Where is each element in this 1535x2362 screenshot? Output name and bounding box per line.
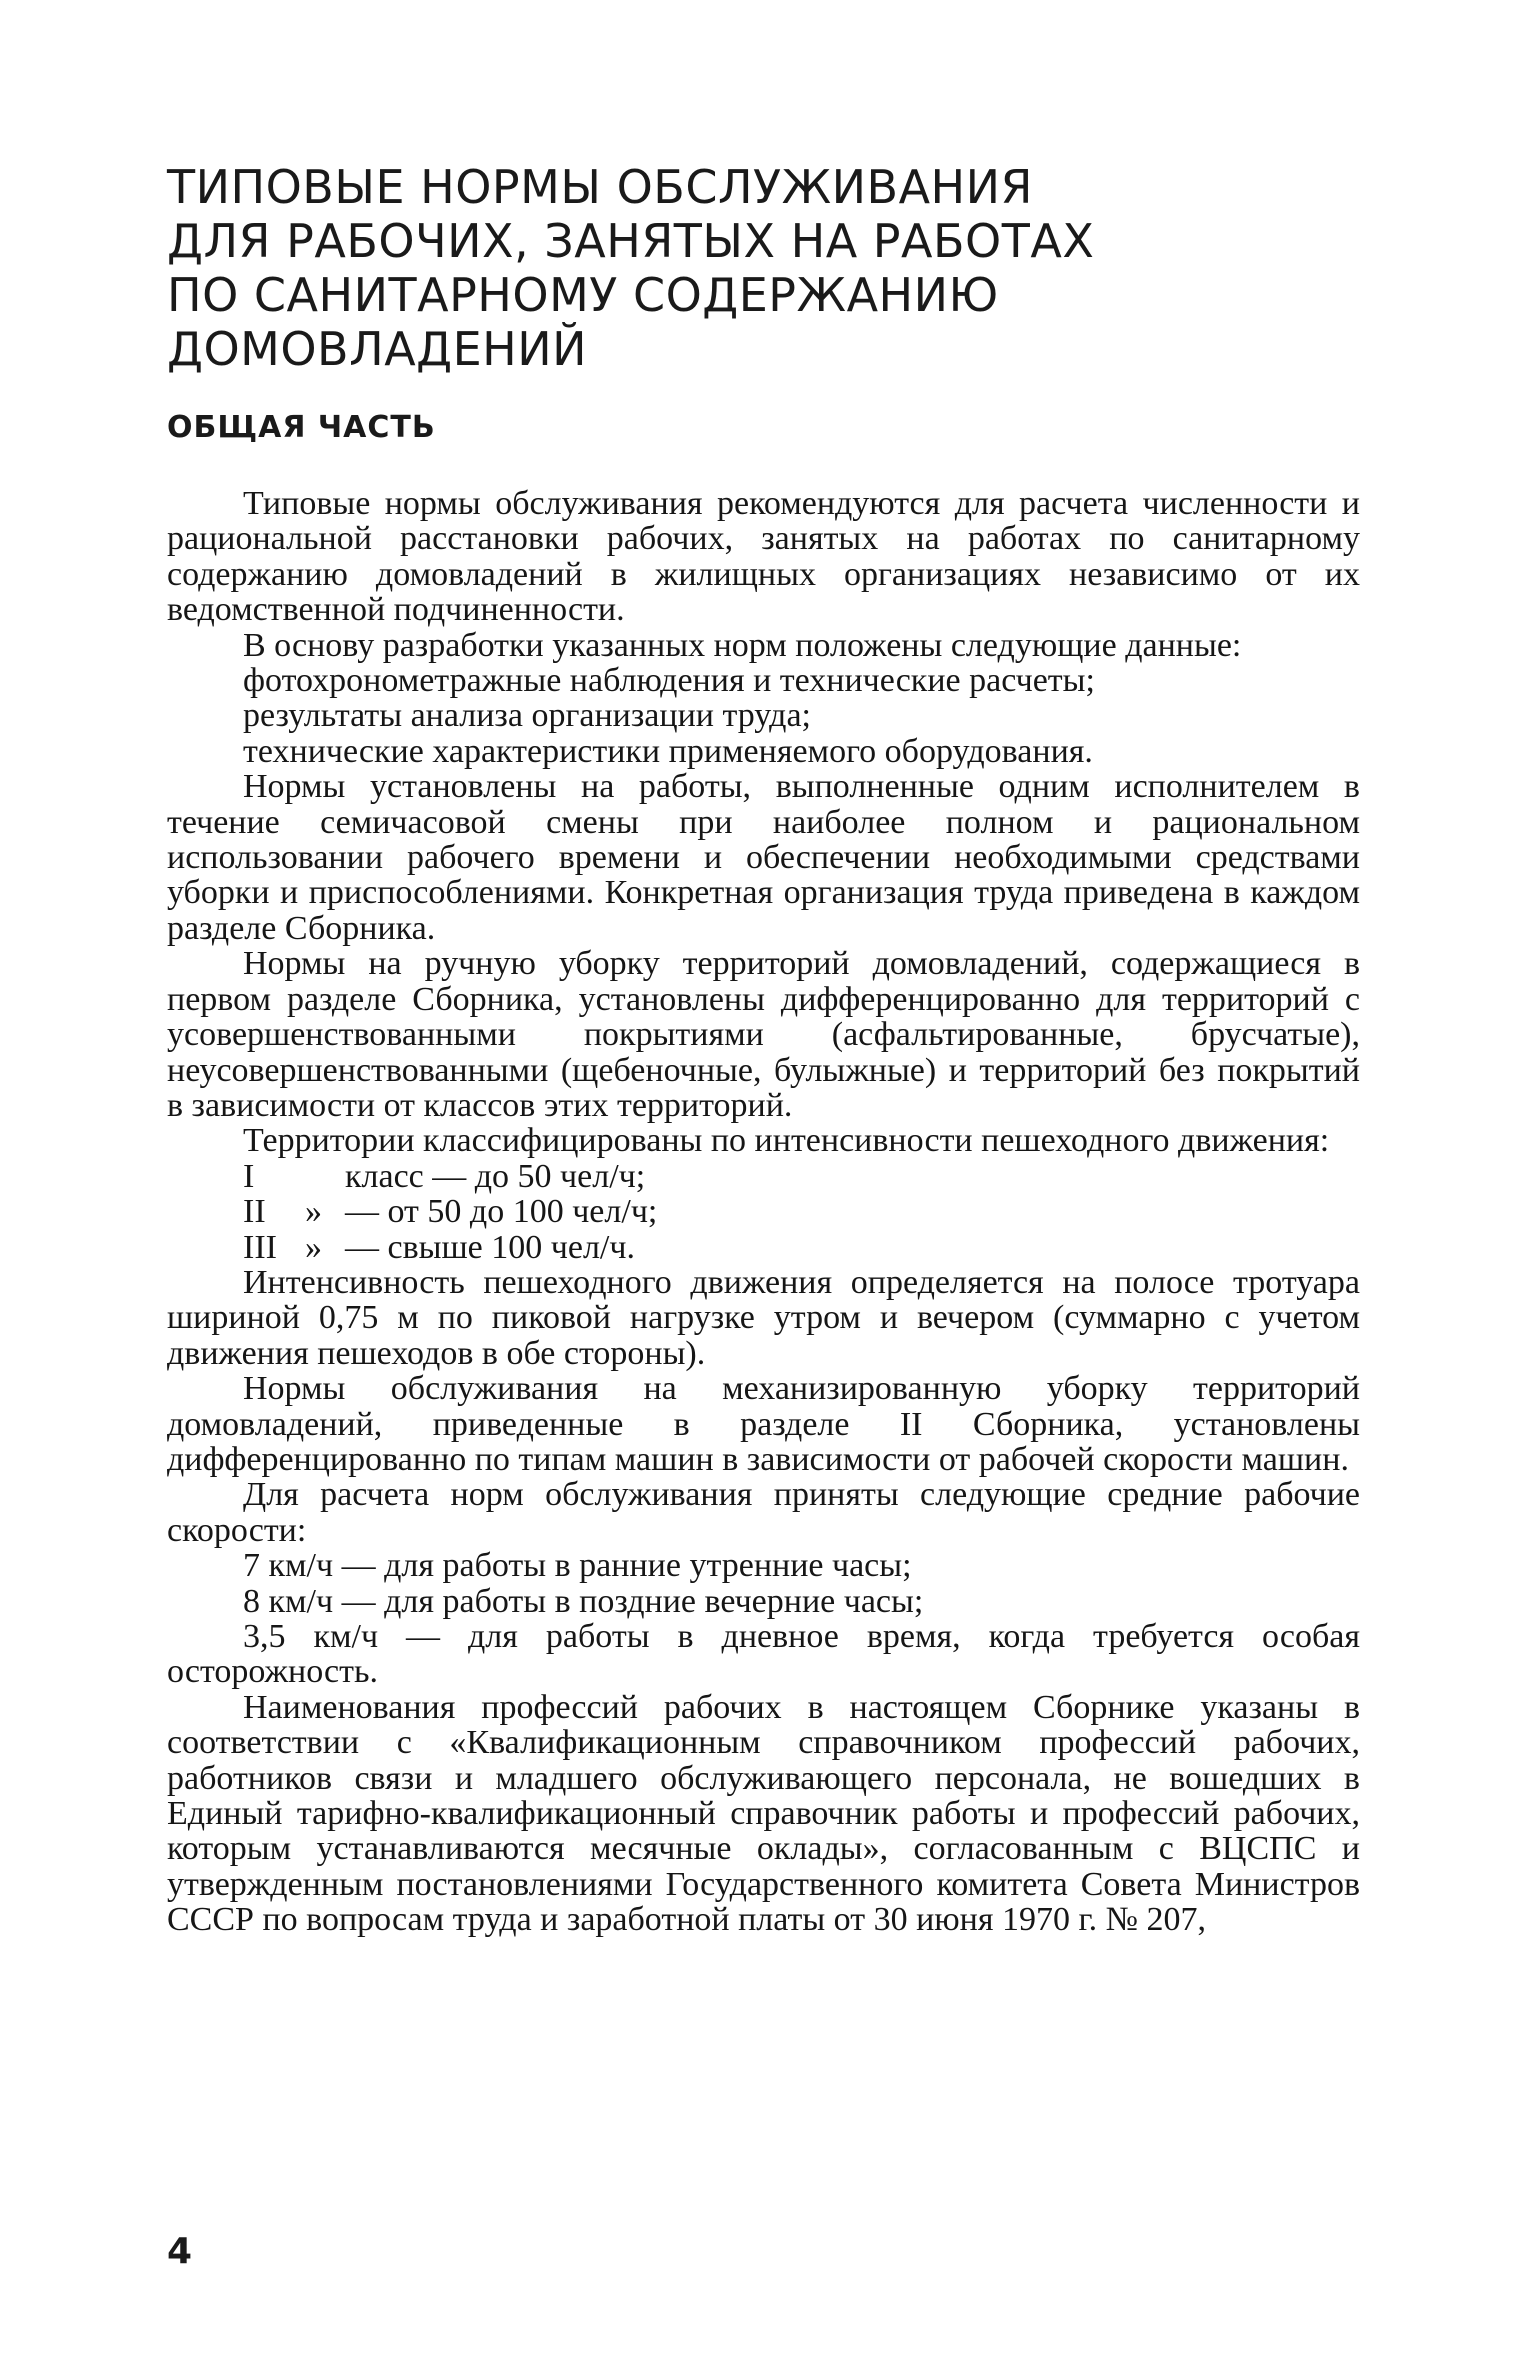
- page-number: 4: [167, 2231, 193, 2272]
- class-range: — свыше 100 чел/ч.: [345, 1228, 635, 1266]
- paragraph-professions: Наименования профессий рабочих в настоящем Сборнике указаны в соответствии с «Квалификационным справочником профессий рабочих, работников связи и младшего обслуживающего персонала, не вошедших в Единый тарифно-квалификационный справочник работы и профессий рабочих, которым устанавливаются месячные оклады», согласованным с ВЦСПС и утвержденным постановлениями Государственного комитета Совета Министров СССР по вопросам труда и заработной платы от 30 июня 1970 г. № 207,: [167, 1688, 1360, 1939]
- class-range: — от 50 до 100 чел/ч;: [345, 1193, 658, 1231]
- class-range: класс — до 50 чел/ч;: [345, 1157, 646, 1195]
- title-line-1: ТИПОВЫЕ НОРМЫ ОБСЛУЖИВАНИЯ: [167, 160, 1034, 214]
- paragraph-intensity: Интенсивность пешеходного движения определяется на полосе тротуара шириной 0,75 м по пиковой нагрузке утром и вечером (суммарно с учетом движения пешеходов в обе стороны).: [167, 1263, 1360, 1372]
- class-roman: II: [243, 1193, 266, 1231]
- class-roman: III: [243, 1228, 277, 1266]
- basis-list-item: результаты анализа организации труда;: [243, 697, 812, 735]
- territory-class-item: [167, 1230, 1360, 1265]
- basis-list-item: фотохронометражные наблюдения и технические расчеты;: [243, 662, 1095, 700]
- territory-class-item: [167, 1194, 1360, 1229]
- document-title: [167, 160, 1397, 376]
- ditto-mark: »: [305, 1228, 322, 1266]
- class-roman: I: [243, 1157, 255, 1195]
- paragraph-basis: В основу разработки указанных норм положены следующие данные:: [243, 626, 1242, 664]
- speed-list-item: 3,5 км/ч — для работы в дневное время, когда требуется особая осторожность.: [167, 1618, 1360, 1691]
- speed-list-item: 7 км/ч — для работы в ранние утренние часы;: [243, 1547, 912, 1585]
- paragraph-speeds: Для расчета норм обслуживания приняты следующие средние рабочие скорости:: [167, 1476, 1360, 1549]
- paragraph-norms-shift: Нормы установлены на работы, выполненные одним исполнителем в течение семичасовой смены при наиболее полном и рациональном использовании рабочего времени и обеспечении необходимыми средствами уборки и приспособлениями. Конкретная организация труда приведена в каждом разделе Сборника.: [167, 768, 1360, 947]
- title-line-2: ДЛЯ РАБОЧИХ, ЗАНЯТЫХ НА РАБОТАХ: [167, 214, 1095, 268]
- paragraph-mechanized: Нормы обслуживания на механизированную уборку территорий домовладений, приведенные в разделе II Сборника, установлены дифференцированно по типам машин в зависимости от рабочей скорости машин.: [167, 1370, 1360, 1478]
- body-text: [167, 486, 1360, 1938]
- section-heading: ОБЩАЯ ЧАСТЬ: [167, 410, 436, 445]
- title-line-4: ДОМОВЛАДЕНИЙ: [167, 322, 588, 376]
- paragraph-classification: Территории классифицированы по интенсивности пешеходного движения:: [243, 1122, 1330, 1160]
- paragraph-purpose: Типовые нормы обслуживания рекомендуются для расчета численности и рациональной расстановки рабочих, занятых на работах по санитарному содержанию домовладений в жилищных организациях независимо от их ведомственной подчиненности.: [167, 485, 1360, 629]
- speed-list-item: 8 км/ч — для работы в поздние вечерние часы;: [243, 1582, 924, 1620]
- territory-class-item: [167, 1159, 1360, 1194]
- ditto-mark: »: [305, 1193, 322, 1231]
- title-line-3: ПО САНИТАРНОМУ СОДЕРЖАНИЮ: [167, 268, 999, 322]
- paragraph-manual-cleaning: Нормы на ручную уборку территорий домовладений, содержащиеся в первом разделе Сборника, установлены дифференцированно для территорий с усовершенствованными покрытиями (асфальтированные, брусчатые), неусовершенствованными (щебеночные, булыжные) и территорий без покрытий в зависимости от классов этих территорий.: [167, 945, 1360, 1124]
- basis-list-item: технические характеристики применяемого оборудования.: [243, 732, 1093, 770]
